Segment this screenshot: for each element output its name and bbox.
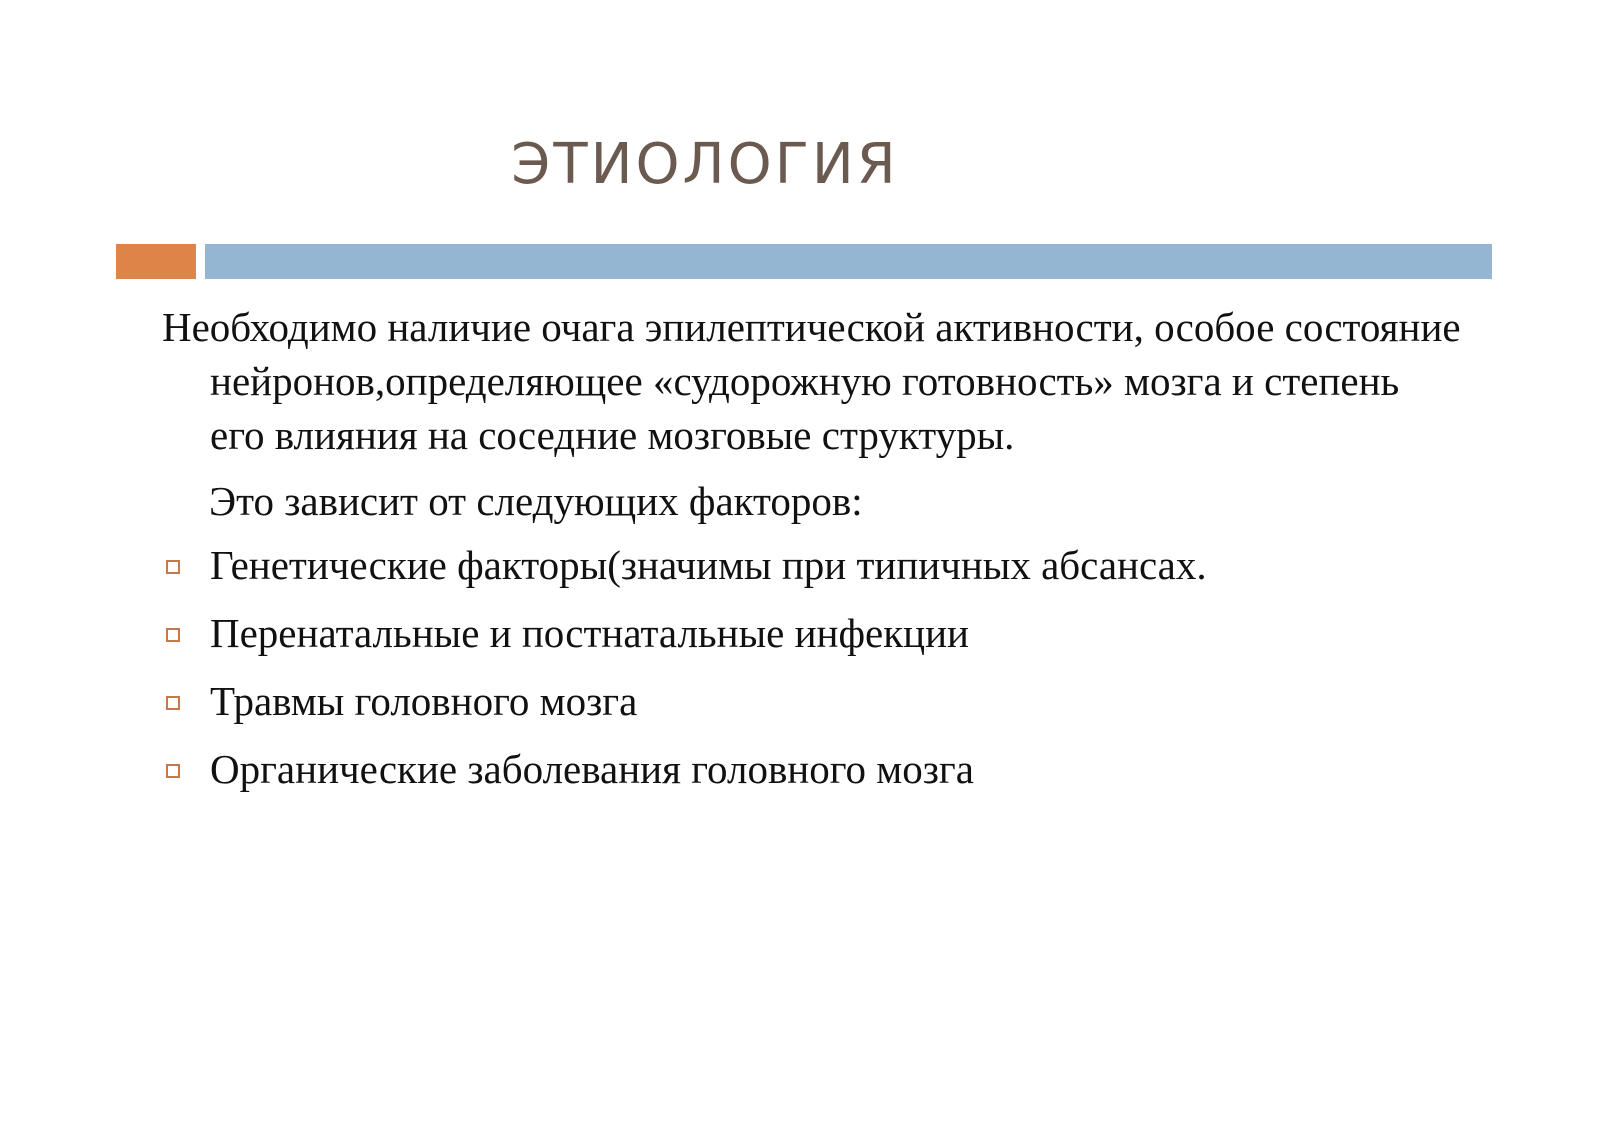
list-item-text: Органические заболевания головного мозга (210, 746, 974, 792)
square-bullet-icon (166, 560, 180, 574)
list-item-text: Генетические факторы(значимы при типичных абсансах. (210, 542, 1207, 588)
list-item-text: Перенатальные и постнатальные инфекции (210, 610, 969, 656)
accent-bar (116, 244, 196, 279)
slide-title: ЭТИОЛОГИЯ (511, 132, 899, 197)
title-underline-bar (205, 244, 1492, 279)
list-item-text: Травмы головного мозга (210, 678, 638, 724)
list-item (162, 674, 1462, 728)
list-item (162, 538, 1462, 592)
square-bullet-icon (166, 628, 180, 642)
factors-lead-in: Это зависит от следующих факторов: (209, 478, 863, 524)
intro-paragraph: Необходимо наличие очага эпилептической активности, особое состояние нейронов,определяющее «судорожную готовность» мозга и степень его влияния на соседние мозговые структуры. (162, 304, 1461, 458)
square-bullet-icon (166, 764, 180, 778)
list-item (162, 742, 1462, 796)
list-item (162, 606, 1462, 660)
slide-body (162, 300, 1462, 810)
factor-list (162, 538, 1462, 796)
square-bullet-icon (166, 696, 180, 710)
